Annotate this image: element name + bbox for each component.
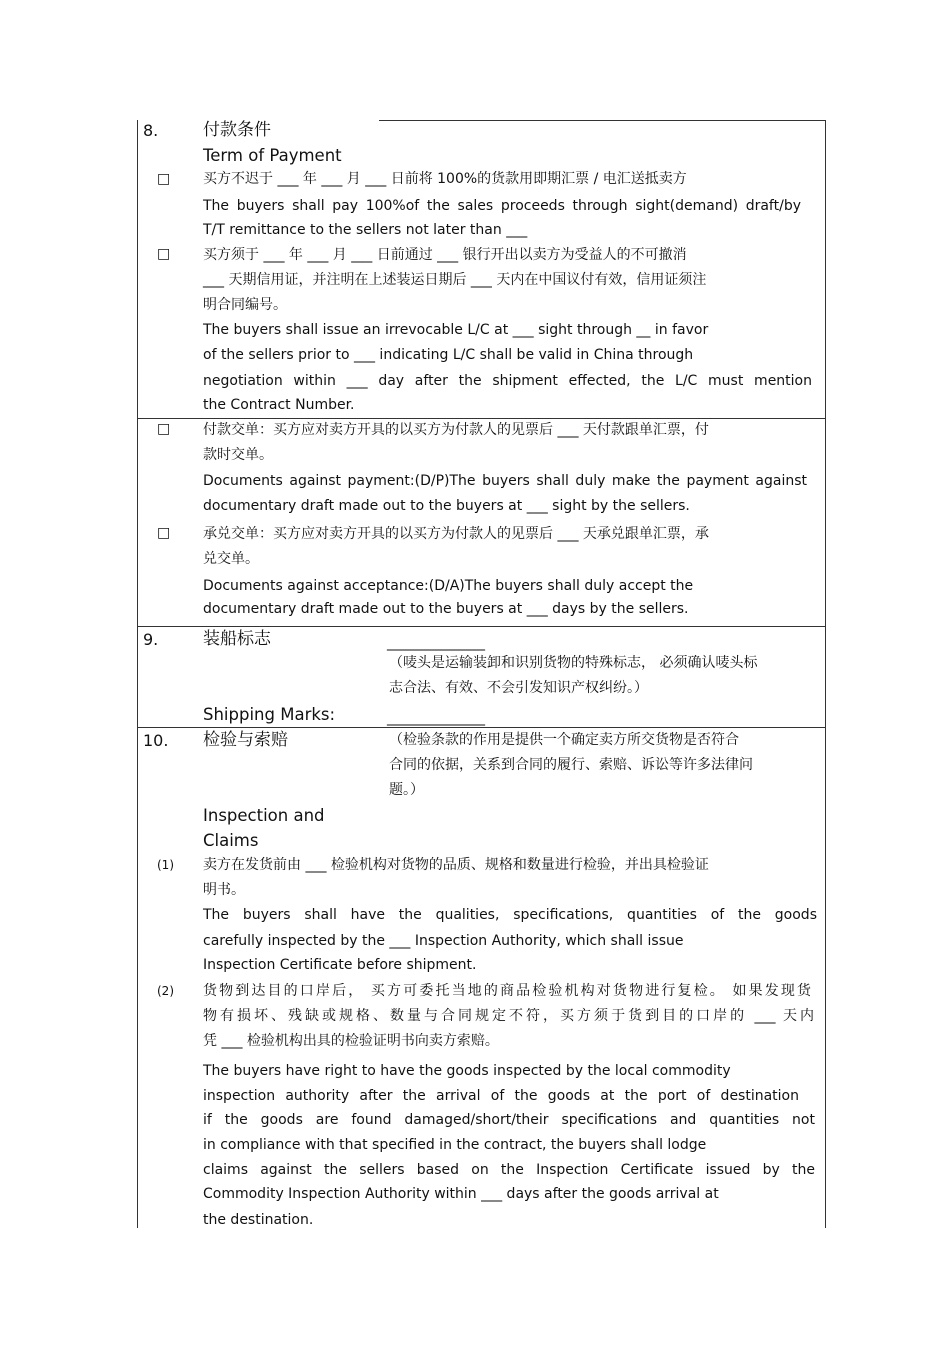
clause-text-zh: 兑交单。 [203,551,259,567]
section-title-zh: 装船标志 [203,629,271,649]
clause-text-en: documentary draft made out to the buyers at ___ sight by the sellers. [203,498,690,514]
clause-text-en: Inspection Certificate before shipment. [203,957,477,973]
clause-text-zh: 凭 ___ 检验机构出具的检验证明书向卖方索赔。 [203,1033,499,1049]
shipping-mark-blank: ______________ [387,710,485,726]
table-right-border [825,120,826,1228]
section-number: 10. [143,731,169,750]
checkbox[interactable]: □ [157,525,171,541]
table-top-border [379,120,826,121]
note-text: （检验条款的作用是提供一个确定卖方所交货物是否符合 [389,732,739,748]
clause-text-zh: 买方不迟于 ___ 年 ___ 月 ___ 日前将 100%的货款用即期汇票 / 电汇送抵卖方 [203,171,687,187]
clause-text-en: the destination. [203,1212,314,1228]
shipping-mark-blank: ______________ [387,635,485,651]
section-number: 9. [143,630,159,649]
section-title-en: Term of Payment [203,146,342,165]
table-left-border [137,120,138,1228]
note-text: 合同的依据，关系到合同的履行、索赔、诉讼等许多法律问 [389,757,753,773]
clause-text-en: Documents against acceptance:(D/A)The buyers shall duly accept the [203,578,694,594]
clause-text-zh: 买方须于 ___ 年 ___ 月 ___ 日前通过 ___ 银行开出以卖方为受益人的不可撤消 [203,247,687,263]
section-title-en: Shipping Marks: [203,705,336,724]
clause-text-en: The buyers shall issue an irrevocable L/C at ___ sight through __ in favor [203,322,709,338]
note-text: （唛头是运输装卸和识别货物的特殊标志， 必须确认唛头标 [389,655,758,671]
row-divider [137,418,826,419]
clause-text-en: T/T remittance to the sellers not later than ___ [203,222,528,238]
clause-text-en: of the sellers prior to ___ indicating L/C shall be valid in China through [203,347,694,363]
clause-text-en: in compliance with that specified in the contract, the buyers shall lodge [203,1137,707,1153]
clause-text-en: carefully inspected by the ___ Inspection Authority, which shall issue [203,933,684,949]
section-number: 8. [143,121,159,140]
clause-text-zh: 货物到达目的口岸后， 买方可委托当地的商品检验机构对货物进行复检。 如果发现货 [203,983,811,999]
clause-text-en: inspection authority after the arrival of the goods at the port of destination [203,1088,799,1104]
checkbox[interactable]: □ [157,421,171,437]
clause-text-en: Commodity Inspection Authority within ___ days after the goods arrival at [203,1186,719,1202]
section-title-zh: 付款条件 [203,120,271,140]
item-number: (2) [157,984,174,998]
clause-text-en: The buyers shall pay 100%of the sales proceeds through sight(demand) draft/by [203,198,801,214]
clause-text-en: The buyers have right to have the goods inspected by the local commodity [203,1063,731,1079]
clause-text-zh: 付款交单：买方应对卖方开具的以买方为付款人的见票后 ___ 天付款跟单汇票，付 [203,422,709,438]
clause-text-zh: 承兑交单：买方应对卖方开具的以买方为付款人的见票后 ___ 天承兑跟单汇票，承 [203,526,709,542]
clause-text-en: Documents against payment:(D/P)The buyers shall duly make the payment against [203,473,807,489]
row-divider [137,727,826,728]
note-text: 题。） [389,782,424,798]
clause-text-en: claims against the sellers based on the Inspection Certificate issued by the [203,1162,815,1178]
clause-text-zh: 款时交单。 [203,447,273,463]
clause-text-zh: ___ 天期信用证，并注明在上述装运日期后 ___ 天内在中国议付有效，信用证须注 [203,272,707,288]
section-title-en: Inspection and [203,806,325,825]
item-number: (1) [157,858,174,872]
clause-text-en: The buyers shall have the qualities, specifications, quantities of the goods [203,907,817,923]
clause-text-en: negotiation within ___ day after the shipment effected, the L/C must mention [203,373,812,389]
checkbox[interactable]: □ [157,171,171,187]
row-divider [137,626,826,627]
section-title-en: Claims [203,831,259,850]
checkbox[interactable]: □ [157,246,171,262]
clause-text-zh: 物有损坏、残缺或规格、数量与合同规定不符，买方须于货到目的口岸的 ___ 天内 [203,1008,814,1024]
section-title-zh: 检验与索赔 [203,730,288,750]
clause-text-zh: 明合同编号。 [203,297,287,313]
clause-text-en: if the goods are found damaged/short/their specifications and quantities not [203,1112,815,1128]
note-text: 志合法、有效、不会引发知识产权纠纷。） [389,680,648,696]
clause-text-en: the Contract Number. [203,397,355,413]
clause-text-zh: 明书。 [203,882,245,898]
clause-text-zh: 卖方在发货前由 ___ 检验机构对货物的品质、规格和数量进行检验，并出具检验证 [203,857,709,873]
clause-text-en: documentary draft made out to the buyers at ___ days by the sellers. [203,601,689,617]
